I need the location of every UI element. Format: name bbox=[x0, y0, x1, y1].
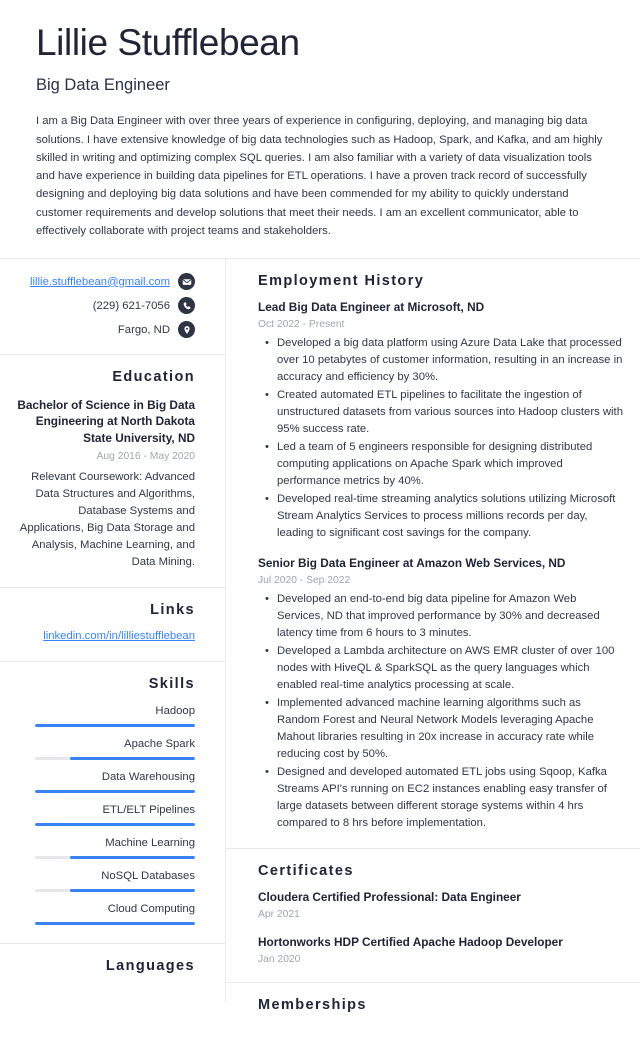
location-text: Fargo, ND bbox=[117, 323, 170, 336]
location-pin-icon bbox=[178, 321, 195, 338]
phone-icon bbox=[178, 297, 195, 314]
memberships-heading: Memberships bbox=[258, 997, 367, 1014]
skill-item bbox=[14, 869, 195, 892]
certificates-list bbox=[258, 890, 624, 966]
skills-block bbox=[0, 662, 225, 944]
skill-item bbox=[14, 902, 195, 925]
linkedin-link[interactable]: linkedin.com/in/lilliestufflebean bbox=[43, 630, 195, 643]
skill-label: Hadoop bbox=[155, 704, 195, 717]
skill-label: NoSQL Databases bbox=[101, 870, 195, 883]
education-title: Bachelor of Science in Big Data Engineering at North Dakota State University, ND bbox=[17, 397, 195, 446]
skill-item bbox=[14, 737, 195, 760]
bullet-item: • Developed real-time streaming analytics solutions utilizing Microsoft Stream Analytics Services to process millions records per day, leading to significant cost savings for the company. bbox=[277, 491, 624, 542]
skill-level-track bbox=[35, 724, 195, 727]
employment-bullets bbox=[258, 335, 624, 541]
employment-entry bbox=[258, 300, 624, 542]
link-item[interactable] bbox=[14, 629, 195, 645]
skills-heading: Skills bbox=[148, 676, 195, 693]
sidebar bbox=[0, 259, 226, 1001]
skill-level-fill bbox=[35, 724, 195, 727]
skill-level-fill bbox=[70, 856, 195, 859]
bullet-item: • Developed a Lambda architecture on AWS EMR cluster of over 100 nodes with HiveQL & SparkSQL as the query languages which enabled real-time analytics processing at scale. bbox=[277, 643, 624, 694]
links-heading: Links bbox=[150, 601, 195, 618]
bullet-item: • Implemented advanced machine learning algorithms such as Random Forest and Neural Network Models leveraging Apache Mahout libraries resulting in 20x increase in accuracy rate while reducing cost by 50%. bbox=[277, 695, 624, 763]
skill-item bbox=[14, 770, 195, 793]
employment-title: Lead Big Data Engineer at Microsoft, ND bbox=[258, 299, 485, 314]
skill-item bbox=[14, 836, 195, 859]
employment-bullets bbox=[258, 591, 624, 831]
phone-number: (229) 621-7056 bbox=[92, 299, 170, 312]
skill-item bbox=[14, 704, 195, 727]
skill-label: Apache Spark bbox=[124, 737, 195, 750]
job-title-subtitle: Big Data Engineer bbox=[36, 76, 170, 95]
skill-level-track bbox=[35, 889, 195, 892]
certificate-title: Hortonworks HDP Certified Apache Hadoop Developer bbox=[258, 934, 563, 949]
education-heading: Education bbox=[112, 369, 195, 386]
languages-heading: Languages bbox=[105, 958, 195, 975]
certificate-title: Cloudera Certified Professional: Data Engineer bbox=[258, 889, 521, 904]
bullet-item: • Led a team of 5 engineers responsible for designing distributed computing applications on Apache Spark which improved performance metrics by 40%. bbox=[277, 439, 624, 490]
bullet-item: • Developed an end-to-end big data pipeline for Amazon Web Services, ND that improved performance by 30% and decreased latency time from 6 hours to 3 minutes. bbox=[277, 591, 624, 642]
education-block bbox=[0, 355, 225, 588]
skill-item bbox=[14, 803, 195, 826]
employment-heading: Employment History bbox=[258, 273, 425, 290]
skill-label: Data Warehousing bbox=[101, 770, 195, 783]
certificate-date: Apr 2021 bbox=[258, 909, 300, 921]
skill-level-track bbox=[35, 823, 195, 826]
contact-block bbox=[0, 259, 225, 355]
skill-level-fill bbox=[35, 922, 195, 925]
bullet-item: • Designed and developed automated ETL jobs using Sqoop, Kafka Streams API's running on EC2 instances enabling easy transfer of large datasets between different storage systems within 4 hrs compared to 8 hrs before implementation. bbox=[277, 764, 624, 832]
certificate-date: Jan 2020 bbox=[258, 953, 301, 965]
certificate-entry bbox=[258, 890, 624, 922]
skill-label: Cloud Computing bbox=[107, 903, 195, 916]
certificates-heading: Certificates bbox=[258, 863, 354, 880]
envelope-icon bbox=[178, 273, 195, 290]
certificate-entry bbox=[258, 935, 624, 967]
email-link[interactable]: lillie.stufflebean@gmail.com bbox=[30, 275, 170, 288]
employment-entry bbox=[258, 556, 624, 832]
skill-level-track bbox=[35, 856, 195, 859]
skill-level-fill bbox=[70, 757, 195, 760]
memberships-block bbox=[226, 983, 640, 1039]
employment-block bbox=[226, 259, 640, 849]
contact-row-location bbox=[14, 321, 195, 338]
certificates-block bbox=[226, 849, 640, 983]
skill-level-track bbox=[35, 757, 195, 760]
skill-level-track bbox=[35, 790, 195, 793]
employment-date: Oct 2022 - Present bbox=[258, 319, 345, 331]
skills-list bbox=[14, 704, 195, 926]
resume-columns bbox=[0, 258, 640, 1039]
skill-level-fill bbox=[35, 790, 195, 793]
bullet-item: • Developed a big data platform using Azure Data Lake that processed over 10 petabytes of customer information, resulting in an increase in accuracy and efficiency by 30%. bbox=[277, 335, 624, 386]
links-block bbox=[0, 588, 225, 662]
main-column bbox=[226, 259, 640, 1039]
jobs-list bbox=[258, 300, 624, 832]
page-title: Lillie Stufflebean bbox=[36, 22, 300, 63]
contact-row-email[interactable] bbox=[14, 273, 195, 290]
skill-level-fill bbox=[35, 823, 195, 826]
contact-row-phone[interactable] bbox=[14, 297, 195, 314]
skill-label: ETL/ELT Pipelines bbox=[102, 803, 195, 816]
skill-label: Machine Learning bbox=[105, 836, 195, 849]
bullet-item: • Created automated ETL pipelines to facilitate the ingestion of unstructured datasets from various sources into Hadoop clusters with 95% success rate. bbox=[277, 387, 624, 438]
skill-level-fill bbox=[70, 889, 195, 892]
employment-date: Jul 2020 - Sep 2022 bbox=[258, 574, 351, 586]
skill-level-track bbox=[35, 922, 195, 925]
languages-block bbox=[0, 944, 225, 1001]
education-description: Relevant Coursework: Advanced Data Structures and Algorithms, Database Systems and Applications, Big Data Storage and Analysis, Machine Learning, and Data Mining. bbox=[19, 471, 195, 569]
education-date: Aug 2016 - May 2020 bbox=[96, 450, 195, 462]
employment-title: Senior Big Data Engineer at Amazon Web Services, ND bbox=[258, 555, 566, 570]
education-entry bbox=[14, 397, 195, 571]
resume-header bbox=[0, 0, 640, 240]
professional-summary: I am a Big Data Engineer with over three years of experience in configuring, deploying, and managing big data solutions. I have extensive knowledge of big data technologies such as Hadoop, Spark, and Kafka, and am highly skilled in writing and optimizing complex SQL queries. I am also familiar with a variety of data visualization tools and have experience in building data pipelines for ETL operations. I have a proven track record of successfully designing and deploying big data solutions and have been commended for my ability to quickly understand customer requirements and develop solutions that meet their needs. I am an excellent communicator, able to effectively collaborate with project teams and stakeholders. bbox=[36, 115, 603, 238]
